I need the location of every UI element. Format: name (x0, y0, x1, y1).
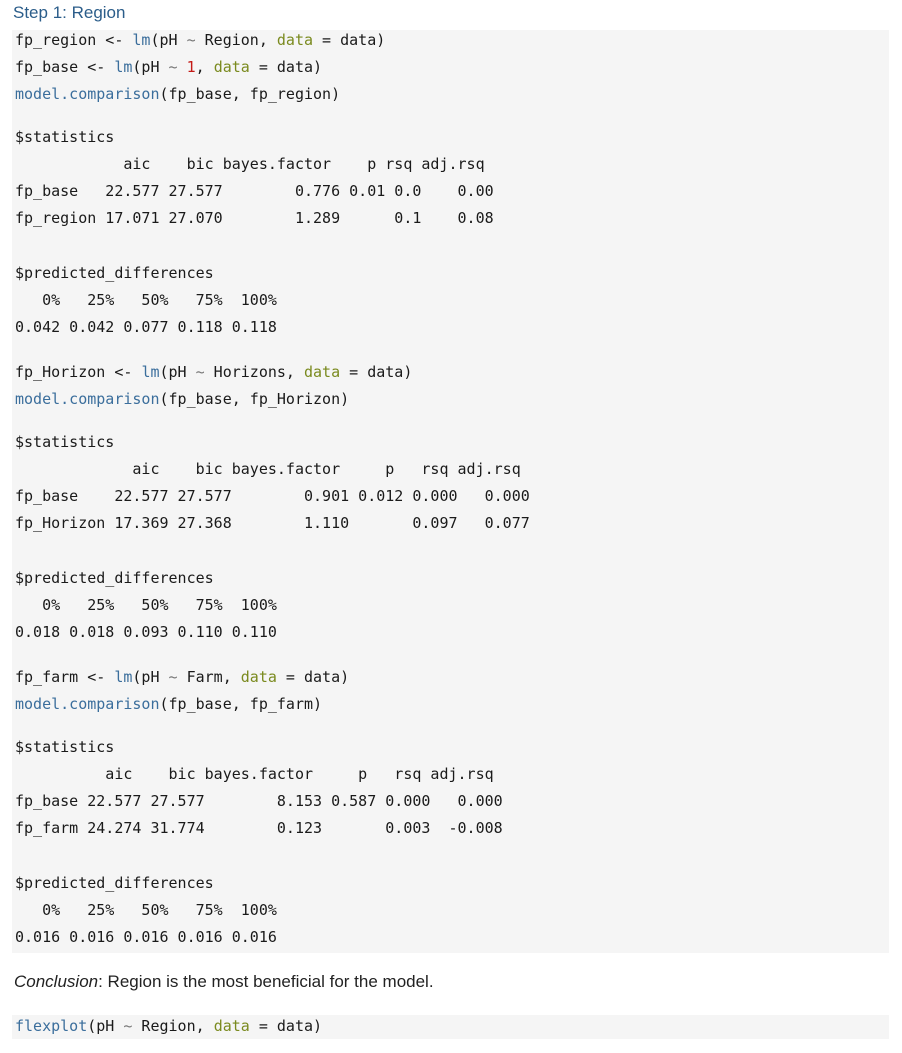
output-table-header: aic bic bayes.factor p rsq adj.rsq (15, 460, 521, 478)
output-table-header: aic bic bayes.factor p rsq adj.rsq (15, 155, 485, 173)
output-predicted-columns: 0% 25% 50% 75% 100% (15, 291, 277, 309)
code-line-model-comparison-farm: model.comparison(fp_base, fp_farm) (15, 695, 323, 713)
output-table-row: fp_base 22.577 27.577 0.901 0.012 0.000 0.000 (15, 487, 530, 505)
output-statistics-header: $statistics (15, 738, 115, 756)
code-block-flexplot (12, 1015, 889, 1039)
code-line-fp-base: fp_base <- lm(pH ~ 1, data = data) (15, 58, 323, 76)
code-line-fp-farm: fp_farm <- lm(pH ~ Farm, data = data) (15, 668, 350, 686)
code-line-fp-region: fp_region <- lm(pH ~ Region, data = data) (15, 31, 386, 49)
output-predicted-columns: 0% 25% 50% 75% 100% (15, 901, 277, 919)
output-predicted-values: 0.016 0.016 0.016 0.016 0.016 (15, 928, 277, 946)
output-predicted-header: $predicted_differences (15, 874, 214, 892)
section-heading: Step 1: Region (13, 3, 126, 22)
output-predicted-header: $predicted_differences (15, 569, 214, 587)
code-line-fp-horizon: fp_Horizon <- lm(pH ~ Horizons, data = data) (15, 363, 413, 381)
output-predicted-columns: 0% 25% 50% 75% 100% (15, 596, 277, 614)
output-predicted-values: 0.042 0.042 0.077 0.118 0.118 (15, 318, 277, 336)
output-statistics-header: $statistics (15, 128, 115, 146)
code-output-block (12, 30, 889, 953)
output-table-row: fp_farm 24.274 31.774 0.123 0.003 -0.008 (15, 819, 503, 837)
output-predicted-values: 0.018 0.018 0.093 0.110 0.110 (15, 623, 277, 641)
output-statistics-header: $statistics (15, 433, 115, 451)
code-line-model-comparison-horizon: model.comparison(fp_base, fp_Horizon) (15, 390, 350, 408)
output-table-row: fp_base 22.577 27.577 0.776 0.01 0.0 0.00 (15, 182, 494, 200)
conclusion-text: : Region is the most beneficial for the model. (98, 972, 434, 991)
output-table-row: fp_base 22.577 27.577 8.153 0.587 0.000 0.000 (15, 792, 503, 810)
output-predicted-header: $predicted_differences (15, 264, 214, 282)
output-table-header: aic bic bayes.factor p rsq adj.rsq (15, 765, 494, 783)
code-line-flexplot: flexplot(pH ~ Region, data = data) (15, 1017, 323, 1035)
conclusion-label: Conclusion (14, 972, 99, 991)
code-line-model-comparison-region: model.comparison(fp_base, fp_region) (15, 85, 341, 103)
conclusion-paragraph (14, 969, 434, 995)
output-table-row: fp_region 17.071 27.070 1.289 0.1 0.08 (15, 209, 494, 227)
output-table-row: fp_Horizon 17.369 27.368 1.110 0.097 0.077 (15, 514, 530, 532)
